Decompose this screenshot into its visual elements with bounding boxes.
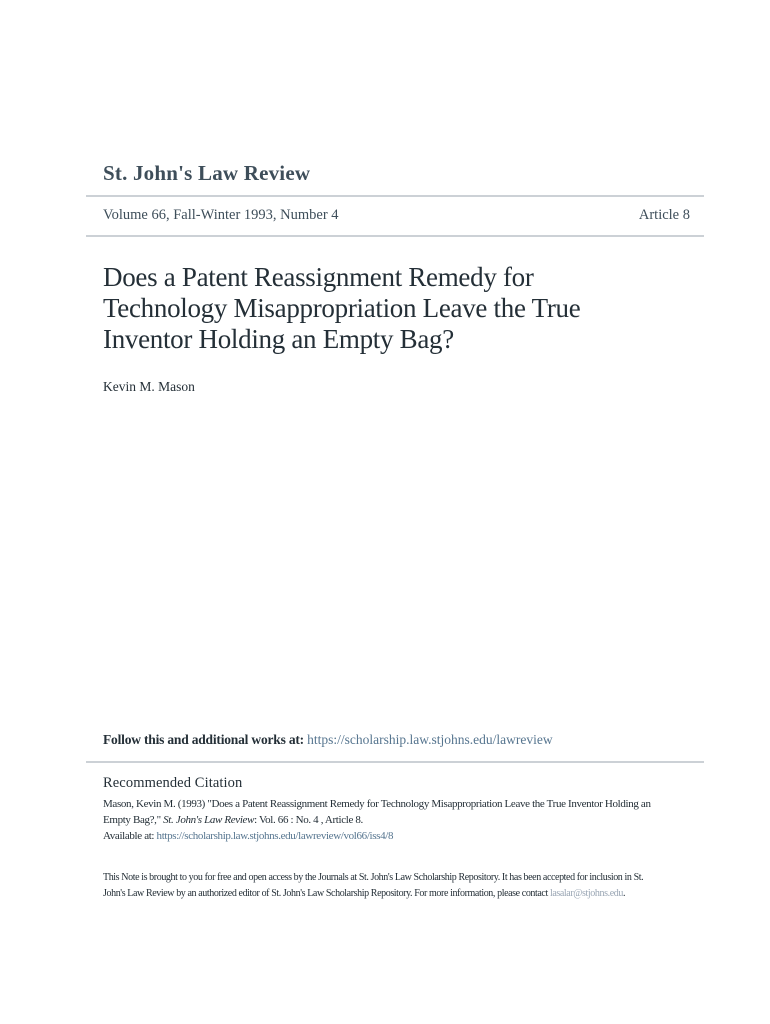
recommended-citation-heading: Recommended Citation [103, 775, 243, 791]
footer-line-2-text: John's Law Review by an authorized editor of St. John's Law Scholarship Repository. For more information, please contact [103, 888, 550, 899]
available-at-label: Available at: [103, 829, 157, 842]
footer-line-2 [103, 886, 690, 902]
citation-line-2-suffix: : Vol. 66 : No. 4 , Article 8. [254, 813, 363, 826]
follow-works-link[interactable]: https://scholarship.law.stjohns.edu/lawreview [307, 732, 553, 747]
issue-row [86, 207, 704, 224]
footer-line-2-period: . [622, 888, 626, 899]
citation-line-1: Mason, Kevin M. (1993) "Does a Patent Reassignment Remedy for Technology Misappropriation Leave the True Inventor Holding an [103, 798, 651, 810]
repository-footer-note [86, 870, 704, 902]
issue-info: Volume 66, Fall-Winter 1993, Number 4 [103, 207, 339, 223]
article-title [86, 262, 704, 355]
article-number: Article 8 [638, 207, 690, 223]
citation-section-rule [86, 761, 704, 763]
recommended-citation-block [86, 797, 704, 844]
follow-works-line [86, 732, 704, 748]
citation-line-2-text: Empty Bag?," [103, 813, 164, 826]
article-title-line-2: Technology Misappropriation Leave the True [103, 293, 581, 323]
follow-works-label: Follow this and additional works at: [103, 732, 308, 747]
available-at-link[interactable]: https://scholarship.law.stjohns.edu/lawreview/vol66/iss4/8 [156, 829, 394, 842]
article-title-line-1: Does a Patent Reassignment Remedy for [103, 262, 534, 292]
citation-journal-name-italic: St. John's Law Review [163, 813, 255, 826]
masthead-top-rule [86, 195, 704, 197]
author-name: Kevin M. Mason [103, 379, 195, 394]
article-title-line-3: Inventor Holding an Empty Bag? [103, 324, 454, 354]
contact-email-link[interactable]: lasalar@stjohns.edu [549, 888, 623, 899]
citation-available-line [103, 829, 690, 845]
footer-line-1: This Note is brought to you for free and open access by the Journals at St. John's Law Scholarship Repository. It has been accepted for inclusion in St. [103, 872, 644, 883]
journal-title: St. John's Law Review [103, 161, 311, 185]
citation-line-2 [103, 813, 690, 829]
masthead-bottom-rule [86, 235, 704, 237]
